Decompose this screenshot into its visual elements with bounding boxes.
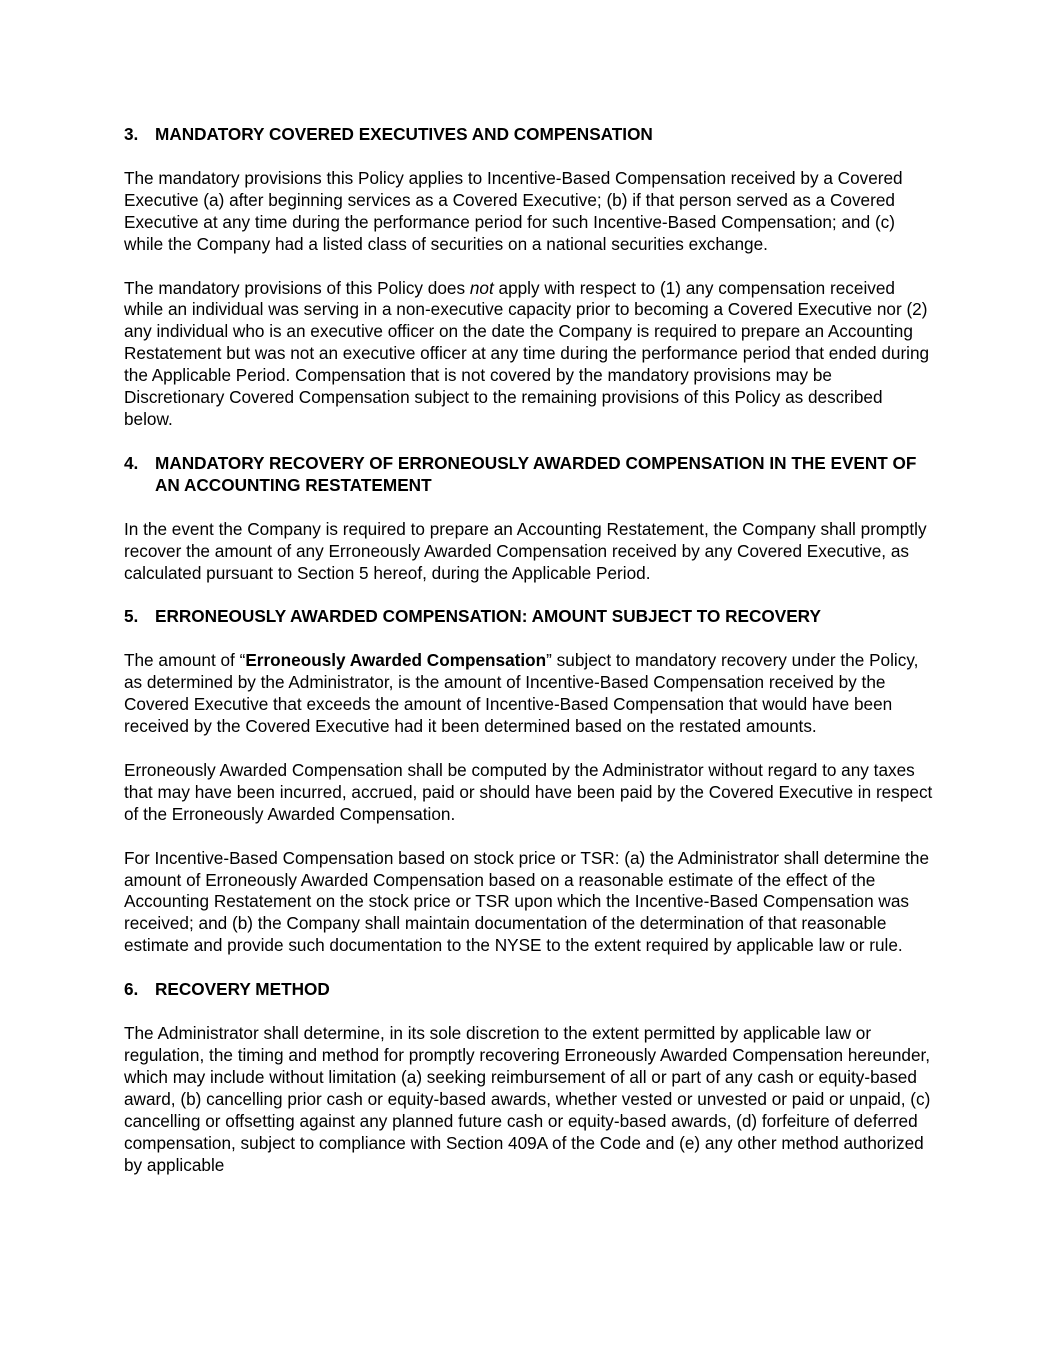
section-3-heading (124, 124, 936, 146)
section-number: 3. (124, 124, 139, 144)
paragraph-text: ” subject to mandatory recovery under the Policy, as determined by the Administrator, is the amount of Incentive-Based Compensation received by the Covered Executive that exceeds the amount of Incentive-Based Compensation that would have been received by the Covered Executive had it been determined based on the restated amounts. (124, 650, 919, 737)
emphasis-text: not (469, 277, 494, 298)
section-3-paragraph-1: The mandatory provisions this Policy applies to Incentive-Based Compensation received by a Covered Executive (a) after beginning services as a Covered Executive; (b) if that person served as a Covered Executive at any time during the performance period for such Incentive-Based Compensation; and (c) while the Company had a listed class of securities on a national securities exchange. (124, 167, 903, 254)
document-page (124, 124, 936, 1176)
section-4-heading (124, 453, 936, 497)
section-5-paragraph-3: For Incentive-Based Compensation based on stock price or TSR: (a) the Administrator shall determine the amount of Erroneously Awarded Compensation based on a reasonable estimate of the effect of the Accounting Restatement on the stock price or TSR upon which the Incentive-Based Compensation was received; and (b) the Company shall maintain documentation of the determination of that reasonable estimate and provide such documentation to the NYSE to the extent required by applicable law or rule. (124, 847, 930, 956)
section-5-heading (124, 606, 936, 628)
paragraph-text: The mandatory provisions of this Policy does (124, 277, 470, 298)
section-4-paragraph-1: In the event the Company is required to prepare an Accounting Restatement, the Company shall promptly recover the amount of any Erroneously Awarded Compensation received by any Covered Executive, as calculated pursuant to Section 5 hereof, during the Applicable Period. (124, 518, 927, 583)
section-3-paragraph-2 (124, 278, 936, 431)
section-title: MANDATORY RECOVERY OF ERRONEOUSLY AWARDED COMPENSATION IN THE EVENT OF AN ACCOUNTING RESTATEMENT (155, 452, 917, 495)
section-5-paragraph-1 (124, 650, 936, 738)
section-6-heading (124, 979, 936, 1001)
section-number: 5. (124, 606, 139, 627)
section-title: MANDATORY COVERED EXECUTIVES AND COMPENSATION (155, 124, 653, 144)
section-6-paragraph-1: The Administrator shall determine, in its sole discretion to the extent permitted by applicable law or regulation, the timing and method for promptly recovering Erroneously Awarded Compensation hereunder, which may include without limitation (a) seeking reimbursement of all or part of any cash or equity-based award, (b) cancelling prior cash or equity-based awards, whether vested or unvested or paid or unpaid, (c) cancelling or offsetting against any planned future cash or equity-based awards, (d) forfeiture of deferred compensation, subject to compliance with Section 409A of the Code and (e) any other method authorized by applicable (124, 1023, 931, 1175)
section-title: RECOVERY METHOD (155, 979, 330, 1000)
paragraph-text: The amount of “ (124, 650, 246, 671)
section-5-paragraph-2: Erroneously Awarded Compensation shall be computed by the Administrator without regard to any taxes that may have been incurred, accrued, paid or should have been paid by the Covered Executive in respect of the Erroneously Awarded Compensation. (124, 759, 933, 824)
defined-term: Erroneously Awarded Compensation (245, 650, 547, 671)
section-title: ERRONEOUSLY AWARDED COMPENSATION: AMOUNT SUBJECT TO RECOVERY (155, 606, 821, 627)
section-number: 4. (124, 452, 139, 473)
paragraph-text: apply with respect to (1) any compensation received while an individual was serving in a non-executive capacity prior to becoming a Covered Executive nor (2) any individual who is an executive officer on the date the Company is required to prepare an Accounting Restatement but was not an executive officer at any time during the performance period that ended during the Applicable Period. Compensation that is not covered by the mandatory provisions may be Discretionary Covered Compensation subject to the remaining provisions of this Policy as described below. (124, 277, 930, 429)
section-number: 6. (124, 979, 139, 1000)
